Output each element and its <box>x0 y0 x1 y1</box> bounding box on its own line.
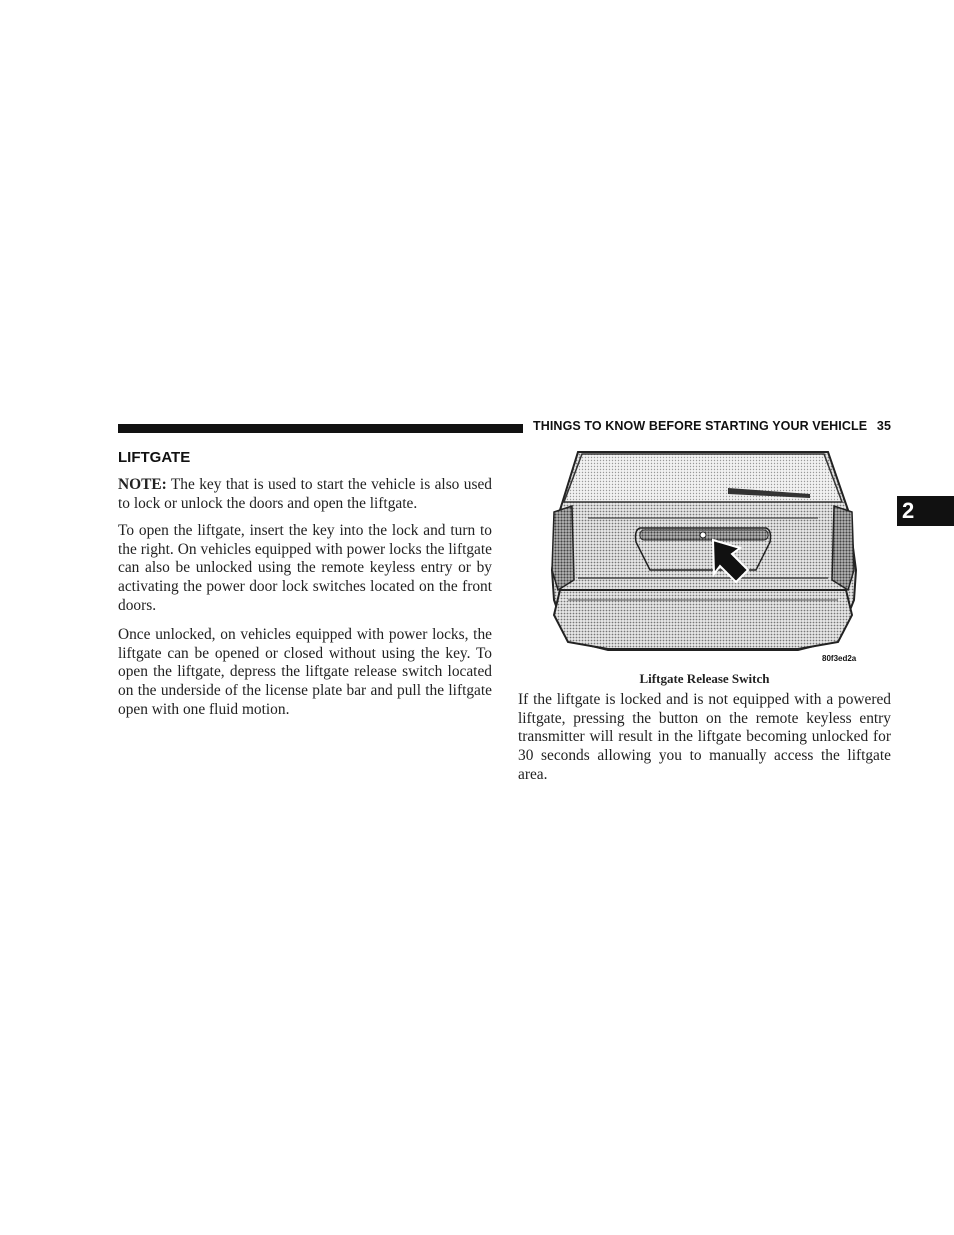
running-header <box>533 419 891 433</box>
figure-code: 80f3ed2a <box>822 654 857 663</box>
liftgate-image <box>548 450 858 655</box>
chapter-number: 2 <box>902 498 915 523</box>
figure-caption: Liftgate Release Switch <box>639 671 770 686</box>
note-text: The key that is used to start the vehicle is also used to lock or unlock the doors and open the liftgate. <box>118 476 492 512</box>
header-rule <box>118 424 523 433</box>
header-section-title: THINGS TO KNOW BEFORE STARTING YOUR VEHICLE <box>533 419 868 433</box>
note-label: NOTE: <box>118 476 167 493</box>
section-title: LIFTGATE <box>118 449 191 466</box>
note-paragraph <box>118 476 492 513</box>
open-liftgate-paragraph: To open the liftgate, insert the key into the lock and turn to the right. On vehicles equipped with power locks the liftgate can also be unlocked using the remote keyless entry or by activating the power door lock switches located on the front doors. <box>118 522 492 614</box>
unlocked-paragraph: Once unlocked, on vehicles equipped with power locks, the liftgate can be opened or closed without using the key. To open the liftgate, depress the liftgate release switch located on the underside of the license plate bar and pull the liftgate open with one fluid motion. <box>118 626 492 718</box>
liftgate-illustration <box>548 450 858 655</box>
chapter-tab <box>897 496 954 526</box>
remote-keyless-paragraph: If the liftgate is locked and is not equipped with a powered liftgate, pressing the button on the remote keyless entry transmitter will result in the liftgate becoming unlocked for 30 seconds allowing you to manually access the liftgate area. <box>518 691 891 783</box>
page-number: 35 <box>876 419 891 433</box>
